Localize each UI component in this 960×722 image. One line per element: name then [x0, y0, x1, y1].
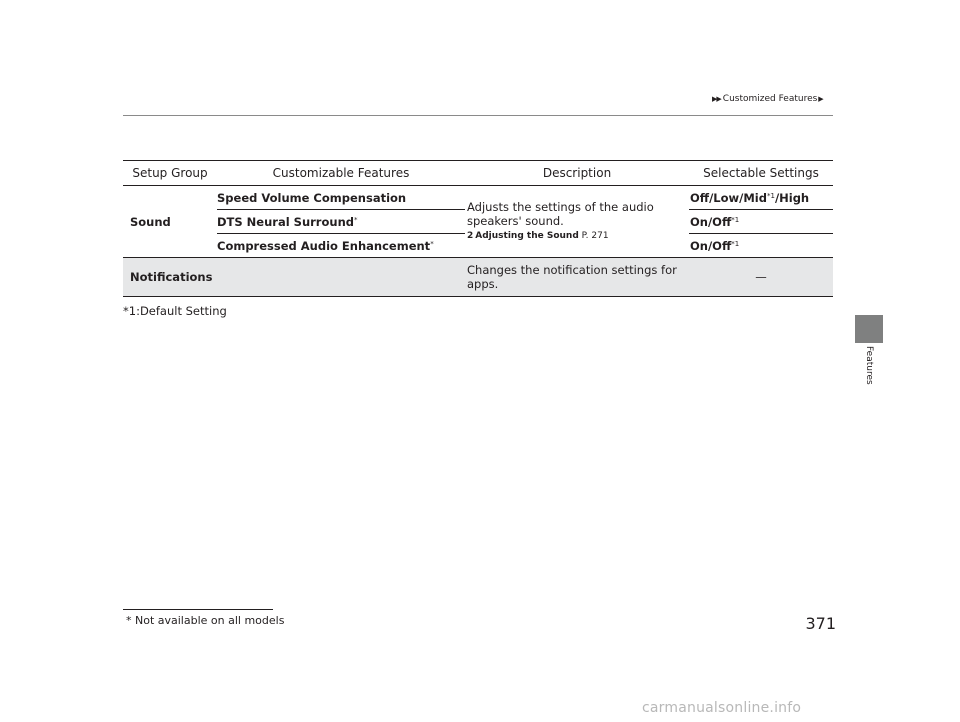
page-number: 371 [805, 614, 836, 633]
breadcrumb [712, 94, 834, 104]
table-header-row [123, 161, 833, 186]
watermark: carmanualsonline.info [642, 700, 802, 716]
settings-cell: On/Off$^{*1}$ [689, 210, 833, 234]
settings-cell: On/Off$^{*1}$ [689, 234, 833, 258]
breadcrumb-label: Customized Features [722, 94, 818, 104]
footnote: *1:Default Setting [123, 304, 227, 318]
page-reference[interactable]: 2 Adjusting the Sound P. 271 [467, 231, 609, 241]
settings-cell: Off/Low/Mid$^{*1}$/High [689, 186, 833, 210]
description-cell [465, 186, 689, 258]
setup-group-cell: Notifications [123, 258, 217, 297]
customized-features-table [123, 160, 833, 297]
triangle-right-icon: ▶▶ [712, 95, 721, 103]
table-row [123, 258, 833, 297]
column-header: Setup Group [123, 161, 217, 186]
triangle-right-icon: ▶ [818, 95, 823, 103]
table-row [123, 186, 833, 210]
section-tab-label: Features [864, 346, 874, 385]
setup-group-cell: Sound [123, 186, 217, 258]
section-tab [855, 315, 883, 343]
feature-cell [217, 258, 465, 297]
description-cell: Changes the notification settings for apps. [465, 258, 689, 297]
feature-cell: Speed Volume Compensation [217, 186, 465, 210]
header-rule [123, 115, 833, 116]
settings-cell: — [689, 258, 833, 297]
reference-arrow-icon: 2 [467, 231, 474, 241]
column-header: Customizable Features [217, 161, 465, 186]
footer-rule [123, 609, 273, 610]
description-text: Adjusts the settings of the audio speakers' sound. [467, 200, 654, 228]
column-header: Selectable Settings [689, 161, 833, 186]
feature-cell: DTS Neural Surround* [217, 210, 465, 234]
column-header: Description [465, 161, 689, 186]
feature-cell: Compressed Audio Enhancement* [217, 234, 465, 258]
availability-note: * Not available on all models [126, 614, 285, 627]
